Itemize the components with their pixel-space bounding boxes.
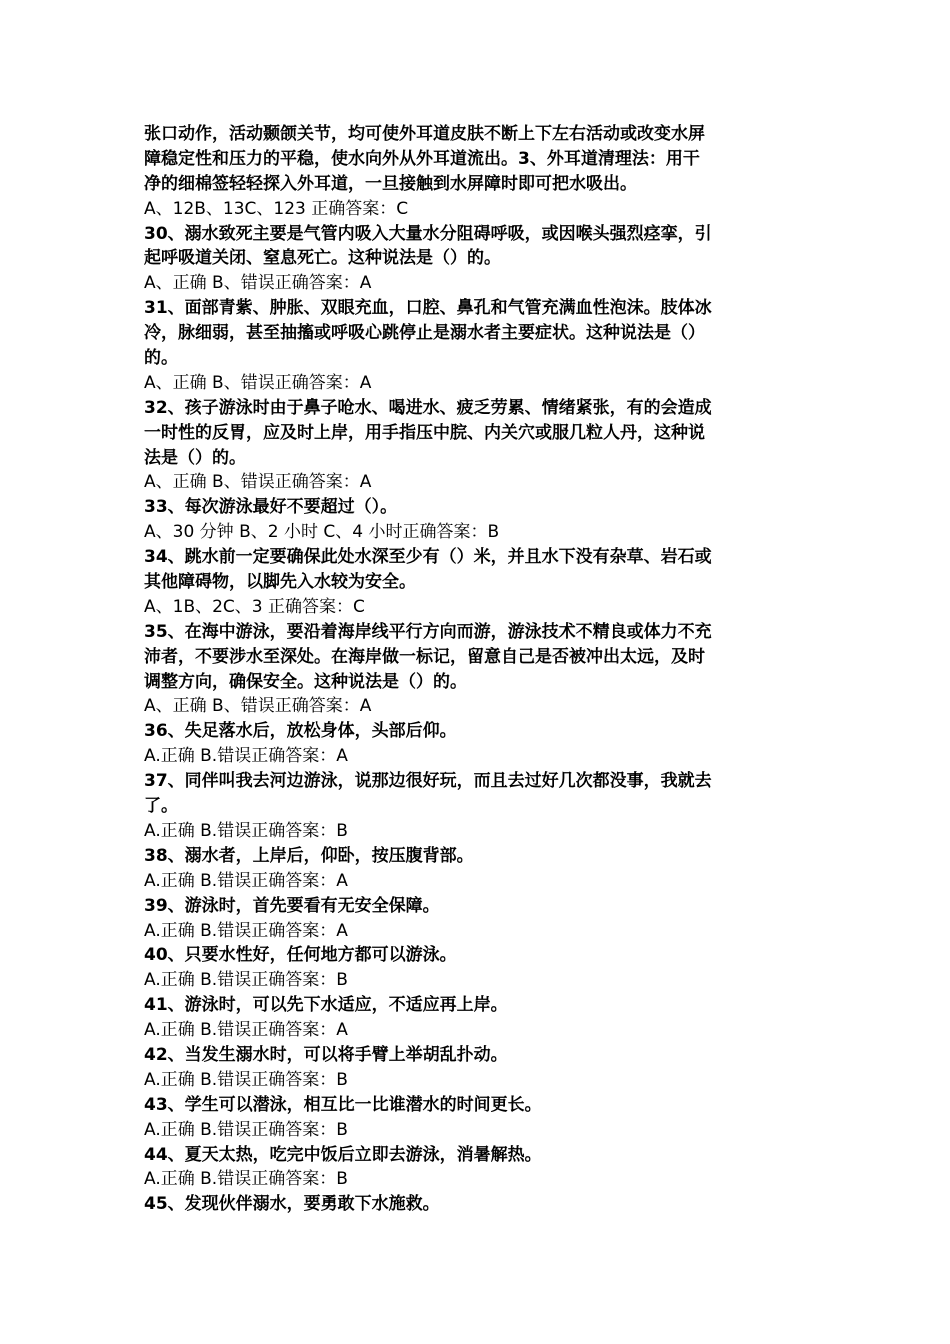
answer-options-line: A.正确 B.错误正确答案：B: [144, 970, 348, 991]
answer-options-line: A、正确 B、错误正确答案：A: [144, 273, 372, 294]
question-text-line: 调整方向，确保安全。这种说法是（）的。: [144, 671, 467, 692]
question-text-line: 42、当发生溺水时，可以将手臂上举胡乱扑动。: [144, 1044, 508, 1065]
question-text-line: 31、面部青紫、肿胀、双眼充血，口腔、鼻孔和气管充满血性泡沫。肢体冰: [144, 298, 712, 319]
answer-options-line: A、12B、13C、123 正确答案：C: [144, 198, 409, 219]
answer-options-line: A.正确 B.错误正确答案：A: [144, 1020, 348, 1041]
answer-options-line: A、30 分钟 B、2 小时 C、4 小时正确答案：B: [144, 522, 500, 543]
question-text-line: 张口动作，活动颞颌关节，均可使外耳道皮肤不断上下左右活动或改变水屏: [144, 124, 705, 144]
answer-options-line: A、1B、2C、3 正确答案：C: [144, 596, 365, 617]
question-text-line: 了。: [144, 796, 178, 817]
question-text-line: 一时性的反胃，应及时上岸，用手指压中脘、内关穴或服几粒人丹，这种说: [144, 422, 705, 443]
document-page: [144, 122, 808, 1217]
question-text-line: 30、溺水致死主要是气管内吸入大量水分阻碍呼吸，或因喉头强烈痉挛，引: [144, 223, 712, 244]
question-text-line: 40、只要水性好，任何地方都可以游泳。: [144, 945, 457, 966]
question-text-line: 法是（）的。: [144, 447, 246, 468]
question-text-line: 35、在海中游泳，要沿着海岸线平行方向而游，游泳技术不精良或体力不充: [144, 621, 712, 642]
answer-options-line: A、正确 B、错误正确答案：A: [144, 472, 372, 493]
question-text-line: 沛者，不要涉水至深处。在海岸做一标记，留意自己是否被冲出太远，及时: [144, 646, 705, 667]
document-body: [144, 122, 808, 1217]
answer-options-line: A.正确 B.错误正确答案：B: [144, 1169, 348, 1190]
answer-options-line: A、正确 B、错误正确答案：A: [144, 372, 372, 393]
question-text-line: 障稳定性和压力的平稳，使水向外从外耳道流出。3、外耳道清理法：用干: [144, 148, 700, 169]
question-text-line: 45、发现伙伴溺水，要勇敢下水施救。: [144, 1194, 440, 1215]
question-text-line: 净的细棉签轻轻探入外耳道，一旦接触到水屏障时即可把水吸出。: [144, 173, 637, 194]
question-text-line: 34、跳水前一定要确保此处水深至少有（）米，并且水下没有杂草、岩石或: [144, 547, 712, 568]
question-text-line: 其他障碍物，以脚先入水较为安全。: [144, 572, 416, 593]
answer-options-line: A.正确 B.错误正确答案：B: [144, 820, 348, 841]
answer-options-line: A.正确 B.错误正确答案：A: [144, 870, 348, 891]
question-text-line: 37、同伴叫我去河边游泳，说那边很好玩，而且去过好几次都没事，我就去: [144, 771, 712, 792]
answer-options-line: A.正确 B.错误正确答案：A: [144, 920, 348, 941]
question-text-line: 36、失足落水后，放松身体，头部后仰。: [144, 721, 457, 742]
answer-options-line: A.正确 B.错误正确答案：A: [144, 746, 348, 767]
question-text-line: 冷，脉细弱，甚至抽搐或呼吸心跳停止是溺水者主要症状。这种说法是（）: [144, 323, 705, 344]
question-text-line: 43、学生可以潜泳，相互比一比谁潜水的时间更长。: [144, 1094, 542, 1115]
answer-options-line: A.正确 B.错误正确答案：B: [144, 1069, 348, 1090]
question-text-line: 起呼吸道关闭、窒息死亡。这种说法是（）的。: [144, 248, 501, 269]
question-text-line: 38、溺水者，上岸后，仰卧，按压腹背部。: [144, 845, 474, 866]
question-text-line: 39、游泳时，首先要看有无安全保障。: [144, 895, 440, 916]
question-text-line: 的。: [144, 348, 178, 369]
answer-options-line: A、正确 B、错误正确答案：A: [144, 696, 372, 717]
question-text-line: 33、每次游泳最好不要超过（）。: [144, 497, 398, 518]
question-text-line: 44、夏天太热，吃完中饭后立即去游泳，消暑解热。: [144, 1144, 542, 1165]
question-text-line: 41、游泳时，可以先下水适应，不适应再上岸。: [144, 995, 508, 1016]
answer-options-line: A.正确 B.错误正确答案：B: [144, 1119, 348, 1140]
question-text-line: 32、孩子游泳时由于鼻子呛水、喝进水、疲乏劳累、情绪紧张，有的会造成: [144, 397, 712, 418]
